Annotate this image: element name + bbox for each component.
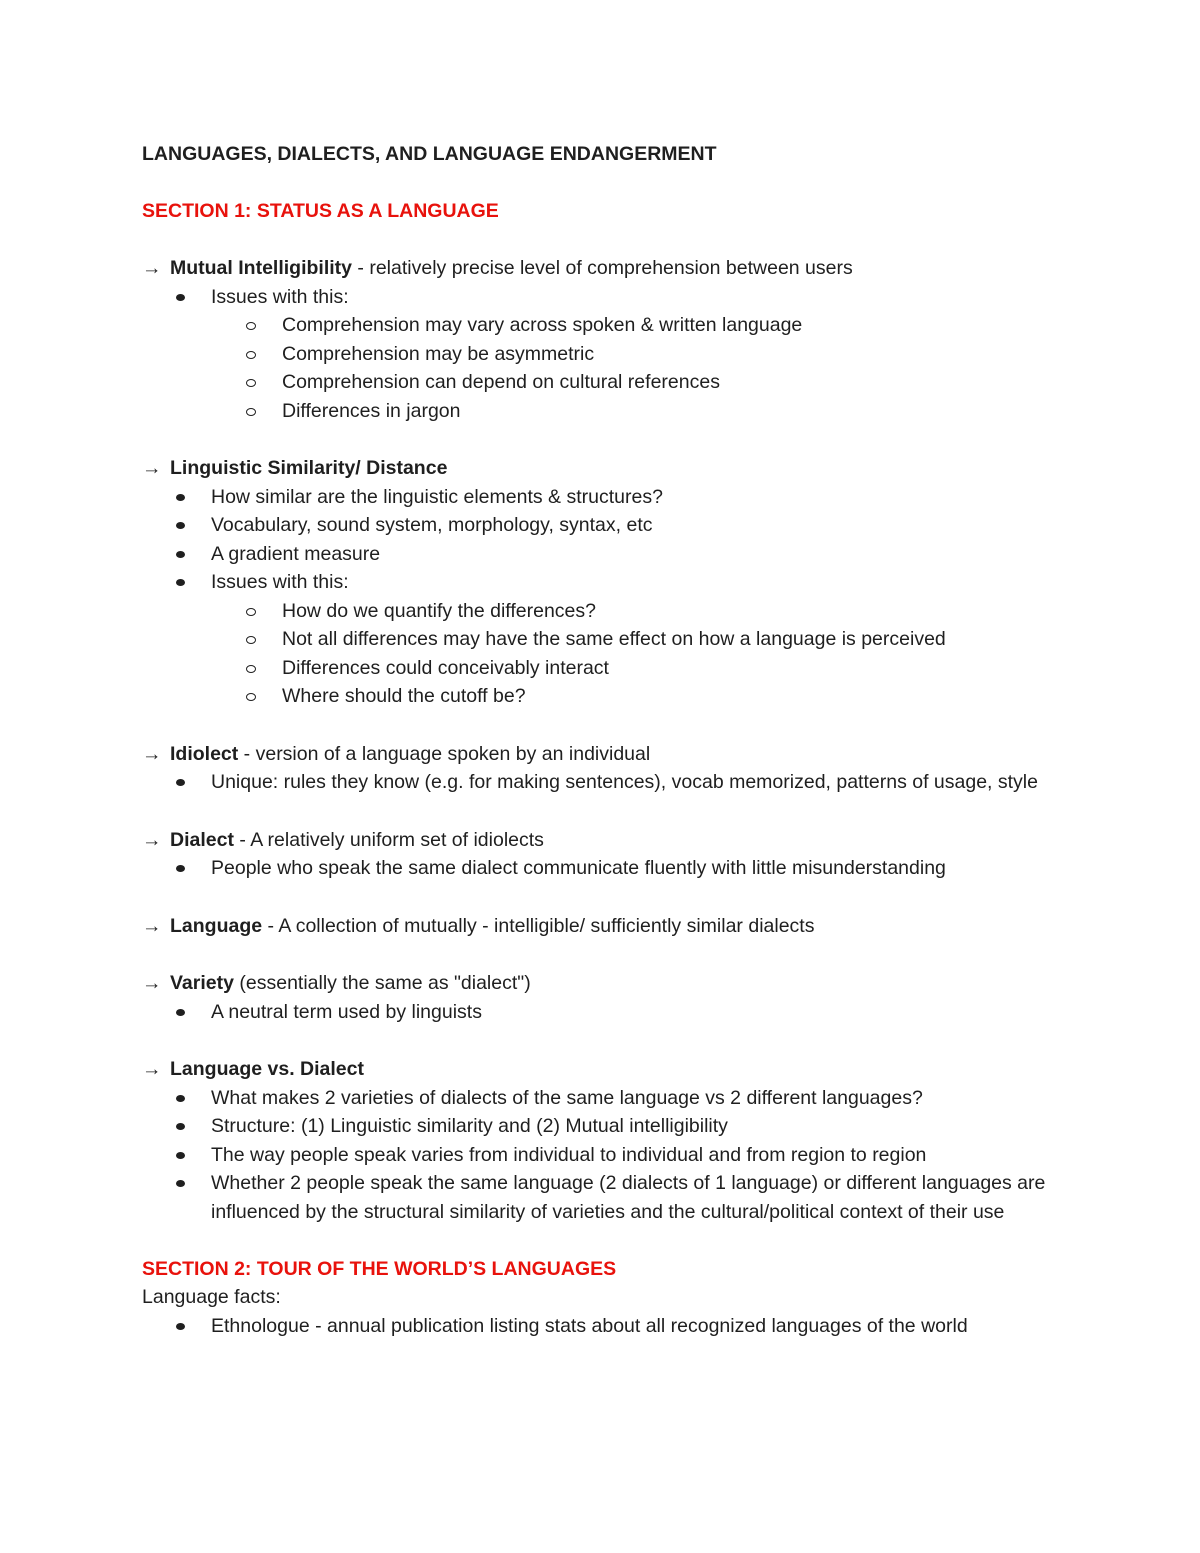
arrow-icon: → <box>142 257 162 279</box>
sub-bullet-list <box>211 597 1080 711</box>
hollow-bullet-icon <box>246 322 256 330</box>
bullet-list <box>142 1312 1080 1341</box>
hollow-bullet-icon <box>246 351 256 359</box>
list-item: Unique: rules they know (e.g. for making sentences), vocab memorized, patterns of usage, style <box>176 768 1080 797</box>
term-language-vs-dialect <box>142 1055 1080 1226</box>
hollow-bullet-icon <box>246 636 256 644</box>
arrow-icon: → <box>142 1058 162 1080</box>
term-label: Language <box>170 914 263 937</box>
bullet-icon <box>176 579 185 586</box>
term-definition: - A relatively uniform set of idiolects <box>233 828 544 851</box>
bullet-list <box>142 998 1080 1027</box>
list-item: Structure: (1) Linguistic similarity and (2) Mutual intelligibility <box>176 1112 1080 1141</box>
list-item: Issues with this: Comprehension may vary across spoken & written language Comprehension may be asymmetric Comprehension can depend on cultural references Differences in jargon <box>176 283 1080 426</box>
hollow-bullet-icon <box>246 608 256 616</box>
list-item: Comprehension can depend on cultural references <box>246 368 1080 397</box>
list-item: What makes 2 varieties of dialects of the same language vs 2 different languages? <box>176 1084 1080 1113</box>
bullet-icon <box>176 1152 185 1159</box>
bullet-icon <box>176 1123 185 1130</box>
list-item: How similar are the linguistic elements & structures? <box>176 483 1080 512</box>
arrow-icon: → <box>142 828 162 851</box>
list-item: Whether 2 people speak the same language (2 dialects of 1 language) or different languages are influenced by the structural similarity of varieties and the cultural/political context of their use <box>176 1169 1080 1226</box>
bullet-icon <box>176 1323 185 1330</box>
list-item: People who speak the same dialect communicate fluently with little misunderstanding <box>176 854 1080 883</box>
term-label: Linguistic Similarity/ Distance <box>170 457 448 479</box>
term-label: Idiolect <box>170 742 239 765</box>
bullet-list <box>142 854 1080 883</box>
section-2-heading: SECTION 2: TOUR OF THE WORLD’S LANGUAGES <box>142 1258 617 1280</box>
bullet-list <box>142 1084 1080 1227</box>
term-label: Mutual Intelligibility <box>170 257 352 279</box>
list-item: Issues with this: How do we quantify the differences? Not all differences may have the same effect on how a language is perceived Differences could conceivably interact Where should the cutoff be? <box>176 568 1080 711</box>
hollow-bullet-icon <box>246 693 256 701</box>
bullet-icon <box>176 1009 185 1016</box>
document-title: LANGUAGES, DIALECTS, AND LANGUAGE ENDANGERMENT <box>142 143 717 165</box>
term-dialect <box>142 826 1080 883</box>
bullet-icon <box>176 779 185 786</box>
term-language <box>142 912 1080 941</box>
section-1-heading: SECTION 1: STATUS AS A LANGUAGE <box>142 200 499 222</box>
list-item: Vocabulary, sound system, morphology, syntax, etc <box>176 511 1080 540</box>
bullet-icon <box>176 522 185 529</box>
bullet-icon <box>176 1095 185 1102</box>
term-definition: - relatively precise level of comprehension between users <box>352 257 853 279</box>
list-item: Where should the cutoff be? <box>246 682 1080 711</box>
hollow-bullet-icon <box>246 665 256 673</box>
bullet-icon <box>176 494 185 501</box>
bullet-icon <box>176 1180 185 1187</box>
bullet-icon <box>176 551 185 558</box>
arrow-icon: → <box>142 914 162 937</box>
bullet-list <box>142 768 1080 797</box>
arrow-icon: → <box>142 457 162 479</box>
list-item: Not all differences may have the same effect on how a language is perceived <box>246 625 1080 654</box>
term-mutual-intelligibility <box>142 254 1080 425</box>
list-item: Ethnologue - annual publication listing stats about all recognized languages of the world <box>176 1312 1080 1341</box>
language-facts-label: Language facts: <box>142 1286 281 1308</box>
bullet-list <box>142 283 1080 426</box>
term-label: Dialect <box>170 828 234 851</box>
term-definition: - version of a language spoken by an individual <box>238 742 651 765</box>
bullet-icon <box>176 294 185 301</box>
list-item: The way people speak varies from individual to individual and from region to region <box>176 1141 1080 1170</box>
arrow-icon: → <box>142 972 162 994</box>
hollow-bullet-icon <box>246 408 256 416</box>
list-item: How do we quantify the differences? <box>246 597 1080 626</box>
list-item: Differences in jargon <box>246 397 1080 426</box>
term-definition: (essentially the same as "dialect") <box>233 972 531 994</box>
term-definition: - A collection of mutually - intelligible/ sufficiently similar dialects <box>262 914 815 937</box>
term-idiolect <box>142 740 1080 797</box>
arrow-icon: → <box>142 742 162 765</box>
bullet-icon <box>176 865 185 872</box>
term-variety <box>142 969 1080 1026</box>
list-item: Comprehension may be asymmetric <box>246 340 1080 369</box>
list-item: A neutral term used by linguists <box>176 998 1080 1027</box>
bullet-list <box>142 483 1080 711</box>
list-item: Comprehension may vary across spoken & written language <box>246 311 1080 340</box>
hollow-bullet-icon <box>246 379 256 387</box>
term-linguistic-similarity <box>142 454 1080 711</box>
term-label: Variety <box>170 972 234 994</box>
list-item: Differences could conceivably interact <box>246 654 1080 683</box>
term-label: Language vs. Dialect <box>170 1058 364 1080</box>
list-item: A gradient measure <box>176 540 1080 569</box>
sub-bullet-list <box>211 311 1080 425</box>
